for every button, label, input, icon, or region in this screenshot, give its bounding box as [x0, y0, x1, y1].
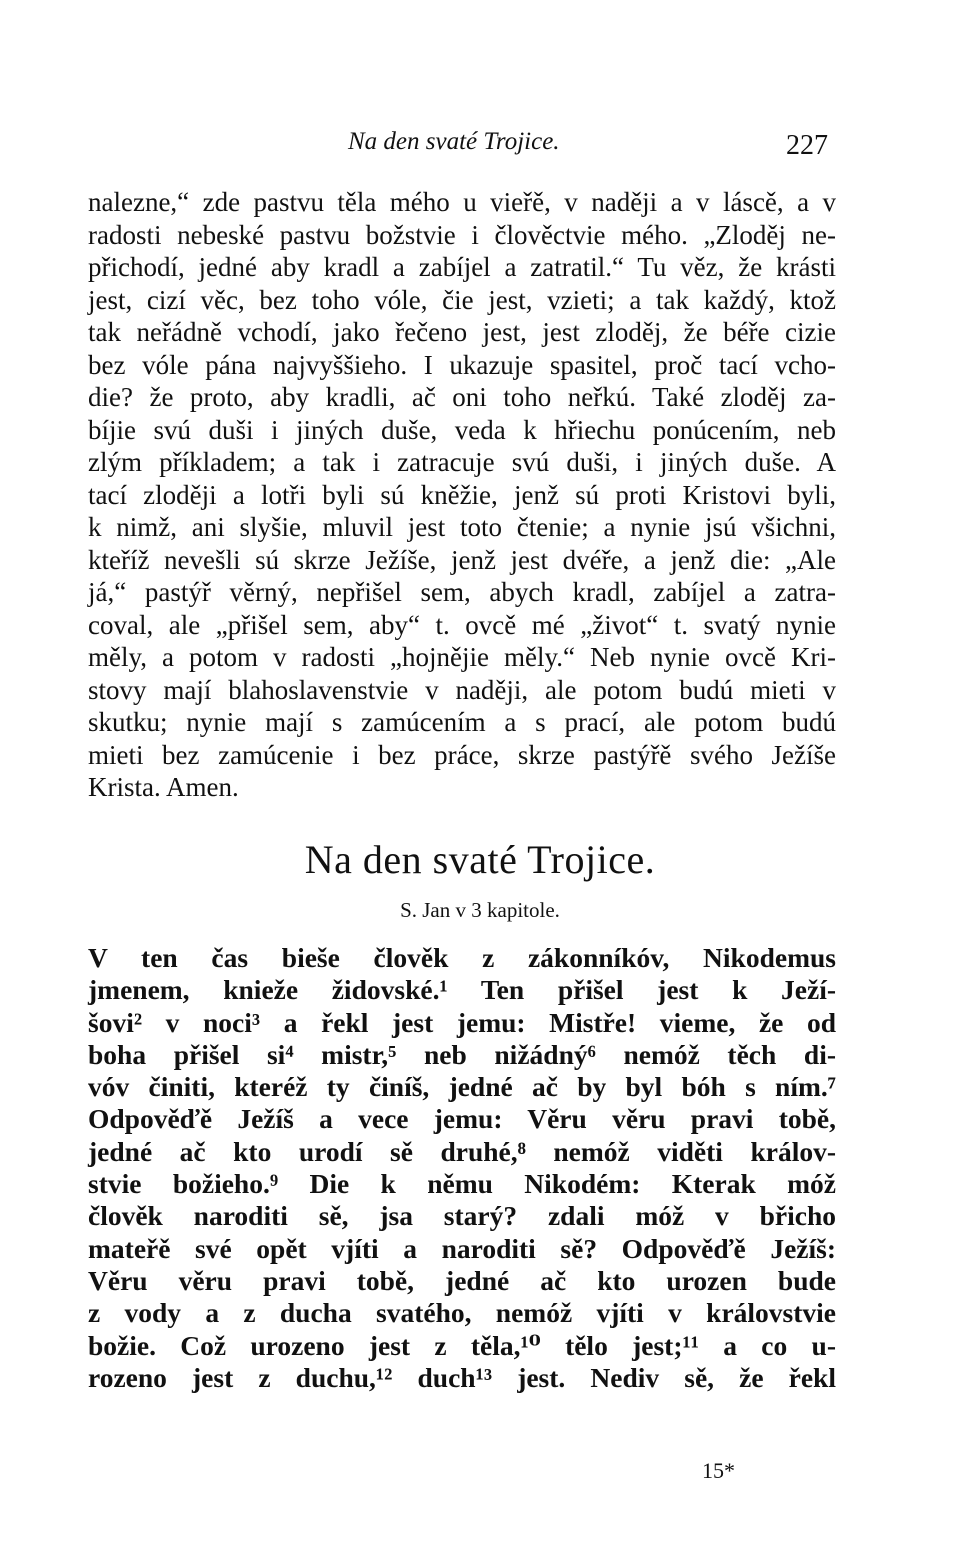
gospel-line: V ten čas bieše člověk z zákonníkóv, Nikodemus [88, 942, 836, 973]
text-line: jest, cizí věc, bez toho vóle, čie jest, vzieti; a tak každý, ktož [88, 284, 836, 315]
text-line: radosti nebeské pastvu božstvie i člověctvie mého. „Zloděj ne- [88, 219, 836, 250]
gospel-line: stvie božieho.⁹ Die k němu Nikodém: Kterak móž [88, 1168, 836, 1200]
text-line: die? že proto, aby kradli, ač oni toho neřkú. Také zloděj za- [88, 382, 836, 412]
text-line: bez vóle pána najvyššieho. I ukazuje spasitel, proč tací vcho- [88, 349, 836, 380]
gospel-line: Odpověďě Ježíš a vece jemu: Věru věru pravi tobě, [88, 1103, 836, 1135]
page-header [88, 128, 828, 164]
gospel-line: boha přišel si⁴ mistr,⁵ neb nižádný⁶ nemóž těch di- [88, 1038, 836, 1070]
text-line: měly, a potom v radosti „hojnějie měly.“ Neb nynie ovcě Kri- [88, 642, 836, 672]
gospel-line: člověk naroditi sě, jsa starý? zdali móž v břicho [88, 1200, 836, 1232]
text-line: tak neřádně vchodí, jako řečeno jest, jest zloděj, že béře cizie [88, 317, 836, 347]
text-line: bíjie svú duši i jiných duše, veda k hřiechu ponúcením, neb [88, 414, 836, 445]
running-title: Na den svaté Trojice. [348, 128, 560, 155]
text-line: přichodí, jedné aby kradl a zabíjel a zatratil.“ Tu věz, že krásti [88, 252, 836, 282]
gospel-line: vóv činiti, kteréž ty činíš, jedné ač by byl bóh s ním.⁷ [88, 1071, 836, 1103]
text-line: stovy mají blahoslavenstvie v naději, ale potom budú mieti v [88, 674, 836, 705]
gospel-line: šovi² v noci³ a řekl jest jemu: Mistře! vieme, že od [88, 1006, 836, 1038]
gospel-text [88, 942, 836, 1394]
gospel-line: Věru věru pravi tobě, jedné ač kto urozen bude [88, 1264, 836, 1296]
scripture-reference: S. Jan v 3 kapitole. [400, 898, 560, 922]
text-line: nalezne,“ zde pastvu těla mého u vieřě, v naději a v láscě, a v [88, 187, 836, 217]
gospel-line: z vody a z ducha svatého, nemóž vjíti v královstvie [88, 1297, 836, 1329]
text-line: mieti bez zamúcenie i bez práce, skrze pastýřě svého Ježíše [88, 739, 836, 770]
gospel-line: božie. Což urozeno jest z těla,¹⁰ tělo jest;¹¹ a co u- [88, 1329, 836, 1361]
text-line: zlým příkladem; a tak i zatracuje svú duši, i jiných duše. A [88, 447, 836, 477]
gospel-line: jmenem, knieže židovské.¹ Ten přišel jest k Ježí- [88, 974, 836, 1006]
gospel-line: rozeno jest z duchu,¹² duch¹³ jest. Nediv sě, že řekl [88, 1361, 836, 1393]
text-line: skutku; nynie mají s zamúcením a s prací, ale potom budú [88, 707, 836, 737]
text-line: tací zloději a lotři byli sú kněžie, jenž sú proti Kristovi byli, [88, 479, 836, 510]
text-line: já,“ pastýř věrný, nepřišel sem, abych kradl, zabíjel a zatra- [88, 577, 836, 607]
text-line: coval, ale „přišel sem, aby“ t. ovcě mé „život“ t. svatý nynie [88, 609, 836, 640]
signature-mark: 15* [702, 1458, 735, 1483]
text-line: kteříž nevešli sú skrze Ježíše, jenž jest dvéře, a jenž die: „Ale [88, 544, 836, 575]
gospel-line: mateřě své opět vjíti a naroditi sě? Odpověďě Ježíš: [88, 1232, 836, 1264]
sermon-text [88, 186, 836, 804]
gospel-line: jedné ač kto urodí sě druhé,⁸ nemóž viděti králov- [88, 1135, 836, 1167]
section-title: Na den svaté Trojice. [304, 837, 656, 882]
text-line: k nimž, ani slyšie, mluvil jest toto čtenie; a nynie jsú všichni, [88, 512, 836, 542]
page-number: 227 [786, 130, 828, 161]
text-line: Krista. Amen. [88, 772, 239, 802]
